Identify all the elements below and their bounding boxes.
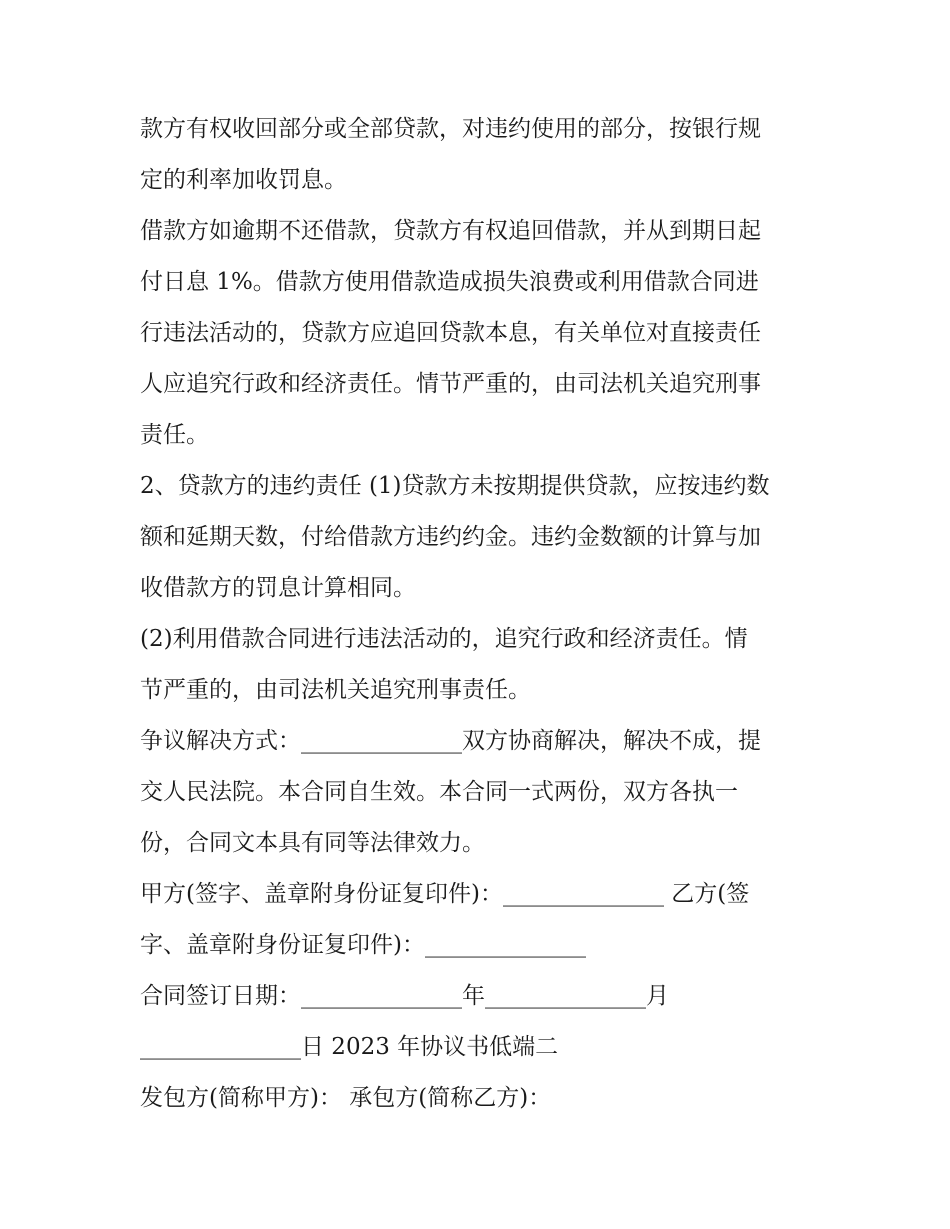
- document-body: [140, 104, 820, 1124]
- text-line: 行违法活动的，贷款方应追回贷款本息，有关单位对直接责任: [140, 320, 761, 346]
- text-line: 付日息 1%。借款方使用借款造成损失浪费或利用借款合同进: [140, 269, 759, 295]
- text-line: 发包方(简称甲方)： 承包方(简称乙方)：: [140, 1085, 552, 1111]
- text-line: (2)利用借款合同进行违法活动的，追究行政和经济责任。情: [140, 626, 748, 652]
- text-line: ______________日 2023 年协议书低端二: [140, 1034, 559, 1060]
- text-line: 字、盖章附身份证复印件)：______________: [140, 932, 586, 958]
- text-line: 人应追究行政和经济责任。情节严重的，由司法机关追究刑事: [140, 371, 761, 397]
- text-line: 定的利率加收罚息。: [140, 167, 347, 193]
- text-line: 争议解决方式：______________双方协商解决，解决不成，提: [140, 728, 761, 754]
- text-line: 甲方(签字、盖章附身份证复印件)：______________ 乙方(签: [140, 881, 750, 907]
- text-line: 节严重的，由司法机关追究刑事责任。: [140, 677, 531, 703]
- text-line: 2、贷款方的违约责任 (1)贷款方未按期提供贷款，应按违约数: [140, 473, 770, 499]
- text-line: 额和延期天数，付给借款方违约约金。违约金数额的计算与加: [140, 524, 761, 550]
- text-line: 借款方如逾期不还借款，贷款方有权追回借款，并从到期日起: [140, 218, 761, 244]
- text-line: 合同签订日期：______________年______________月: [140, 983, 669, 1009]
- text-line: 责任。: [140, 422, 209, 448]
- text-line: 份，合同文本具有同等法律效力。: [140, 830, 485, 856]
- text-line: 交人民法院。本合同自生效。本合同一式两份，双方各执一: [140, 779, 738, 805]
- text-line: 收借款方的罚息计算相同。: [140, 575, 416, 601]
- text-line: 款方有权收回部分或全部贷款，对违约使用的部分，按银行规: [140, 116, 761, 142]
